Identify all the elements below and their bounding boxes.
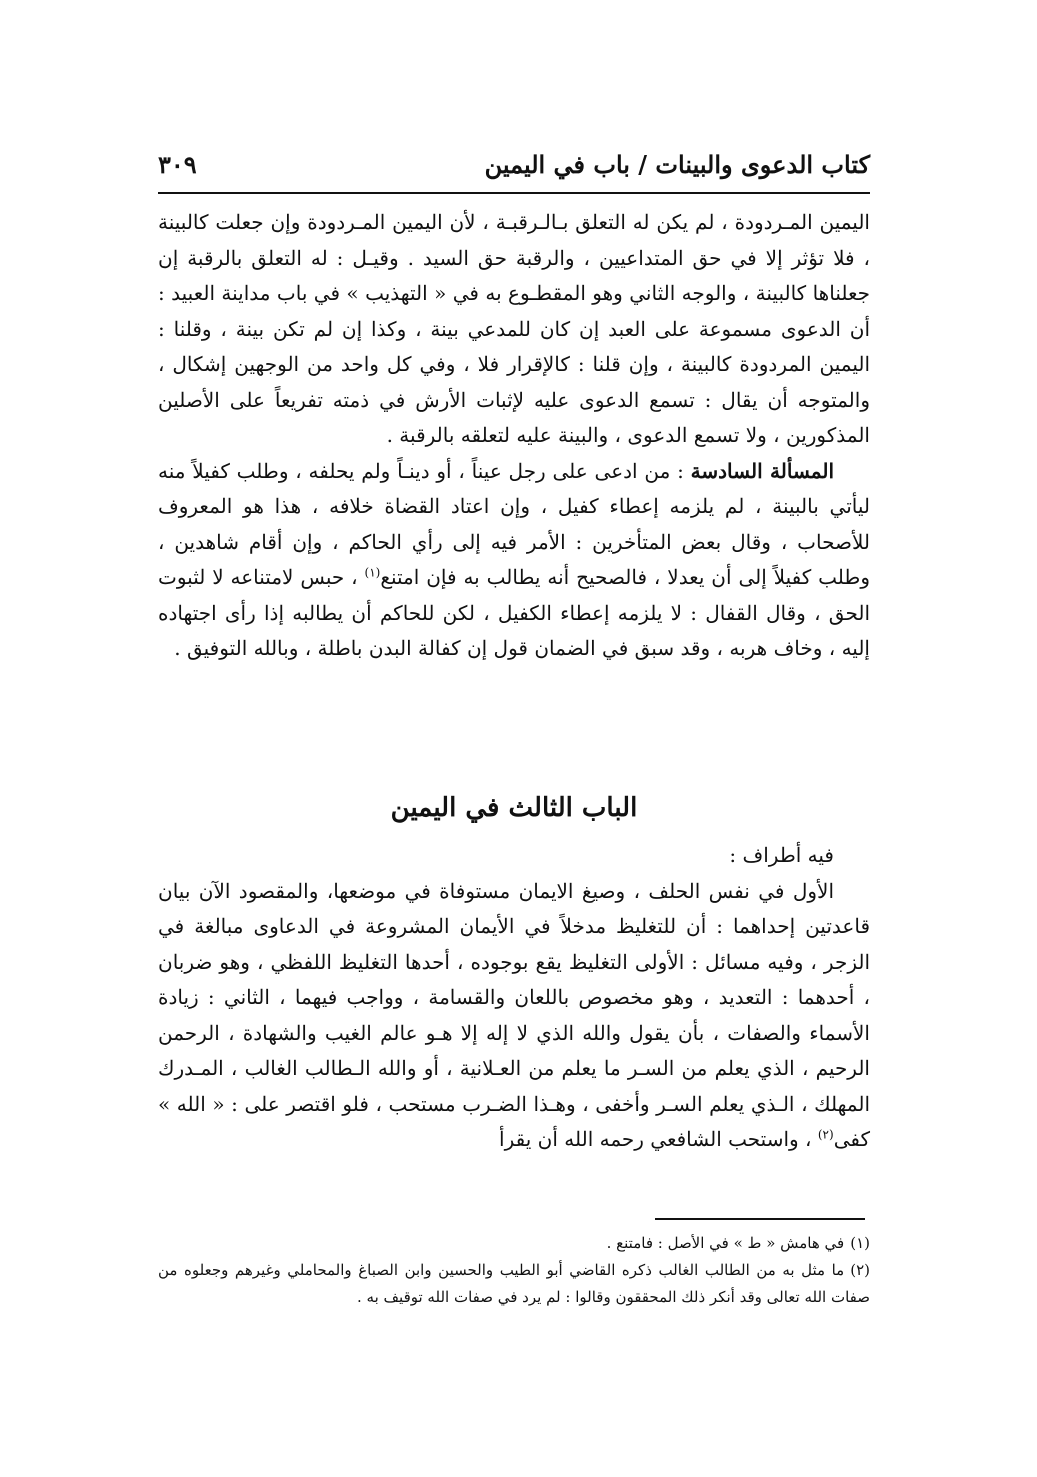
footnotes-block xyxy=(158,1230,870,1311)
fih-atraf-text: فيه أطراف : xyxy=(729,843,834,867)
footnote-2-number: (٢) xyxy=(850,1261,870,1279)
footnote-1-text: في هامش « ط » في الأصل : فامتنع . xyxy=(606,1234,845,1252)
footnote-2-text: ما مثل به من الطالب الغالب ذكره القاضي أبو الطيب والحسين وابن الصباغ والمحاملي وغيرهم وجعلوه من صفات الله تعالى وقد أنكر ذلك المحققون وقالوا : لم يرد في صفات الله توقيف به . xyxy=(158,1261,870,1306)
paragraph-2-text-b: ، حبس لامتناعه لا لثبوت الحق ، وقال القفال : لا يلزمه إعطاء الكفيل ، لكن للحاكم أن يطالبه إذا رأى اجتهاده إليه ، وخاف هربه ، وقد سبق في الضمان قول إن كفالة البدن باطلة ، وبالله التوفيق . xyxy=(158,565,870,660)
running-header-title: كتاب الدعوى والبينات / باب في اليمين xyxy=(484,150,870,179)
paragraph-2 xyxy=(158,454,870,667)
paragraph-1 xyxy=(158,205,870,454)
footnote-divider xyxy=(655,1218,865,1220)
chapter-heading: الباب الثالث في اليمين xyxy=(390,793,638,823)
header-divider xyxy=(158,192,870,194)
footnote-ref-1[interactable]: (١) xyxy=(364,565,381,580)
footnote-2 xyxy=(158,1257,870,1311)
main-text-block xyxy=(158,205,870,667)
chapter-text-block xyxy=(158,838,870,1158)
footnote-1-number: (١) xyxy=(850,1234,870,1252)
fih-atraf-line xyxy=(158,838,870,874)
paragraph-2-text-a: : من ادعى على رجل عيناً ، أو دينـاً ولم يحلفه ، وطلب كفيلاً منه ليأتي بالبينة ، لم يلزمه إعطاء كفيل ، وإن اعتاد القضاة خلافه ، هذا هو المعروف للأصحاب ، وقال بعض المتأخرين : الأمر فيه إلى رأي الحاكم ، وإن أقام شاهدين ، وطلب كفيلاً إلى أن يعدلا ، فالصحيح أنه يطالب به فإن امتنع xyxy=(158,458,870,589)
paragraph-3 xyxy=(158,874,870,1158)
page-number: ٣٠٩ xyxy=(158,150,197,179)
running-header xyxy=(158,148,870,188)
paragraph-1-text: اليمين المـردودة ، لم يكن له التعلق بـالـرقبـة ، لأن اليمين المـردودة وإن جعلت كالبينة ، فلا تؤثر إلا في حق المتداعيين ، والرقبة حق السيد . وقيـل : له التعلق بالرقبة إن جعلناها كالبينة ، والوجه الثاني وهو المقطـوع به في « التهذيب » في باب مداينة العبيد : أن الدعوى مسموعة على العبد إن كان للمدعي بينة ، وكذا إن لم تكن بينة ، وقلنا : اليمين المردودة كالبينة ، وإن قلنا : كالإقرار فلا ، وفي كل واحد من الوجهين إشكال ، والمتوجه أن يقال : تسمع الدعوى عليه لإثبات الأرش في ذمته تفريعاً على الأصلين المذكورين ، ولا تسمع الدعوى ، والبينة عليه لتعلقه بالرقبة . xyxy=(158,210,871,447)
paragraph-3-text-a: الأول في نفس الحلف ، وصيغ الايمان مستوفاة في موضعها، والمقصود الآن بيان قاعدتين إحداهما : أن للتغليظ مدخلاً في الأيمان المشروعة في الدعاوى مبالغة في الزجر ، وفيه مسائل : الأولى التغليظ يقع بوجوده ، أحدها التغليظ اللفظي ، وهو ضربان ، أحدهما : التعديد ، وهو مخصوص باللعان والقسامة ، وواجب فيهما ، الثاني : زيادة الأسماء والصفات ، بأن يقول والله الذي لا إله إلا هـو عالم الغيب والشهادة ، الرحمن الرحيم ، الذي يعلم من السـر ما يعلم من العـلانية ، أو والله الـطالب الغالب ، المـدرك المهلك ، الـذي يعلم السـر وأخفى ، وهـذا الضـرب مستحب ، فلو اقتصر على : « الله » كفى xyxy=(158,878,871,1151)
paragraph-3-text-b: ، واستحب الشافعي رحمه الله أن يقرأ xyxy=(499,1127,818,1151)
mas-ala-lead: المسألة السادسة xyxy=(690,458,834,483)
footnote-1 xyxy=(158,1230,870,1257)
footnote-ref-2[interactable]: (٢) xyxy=(817,1127,834,1142)
